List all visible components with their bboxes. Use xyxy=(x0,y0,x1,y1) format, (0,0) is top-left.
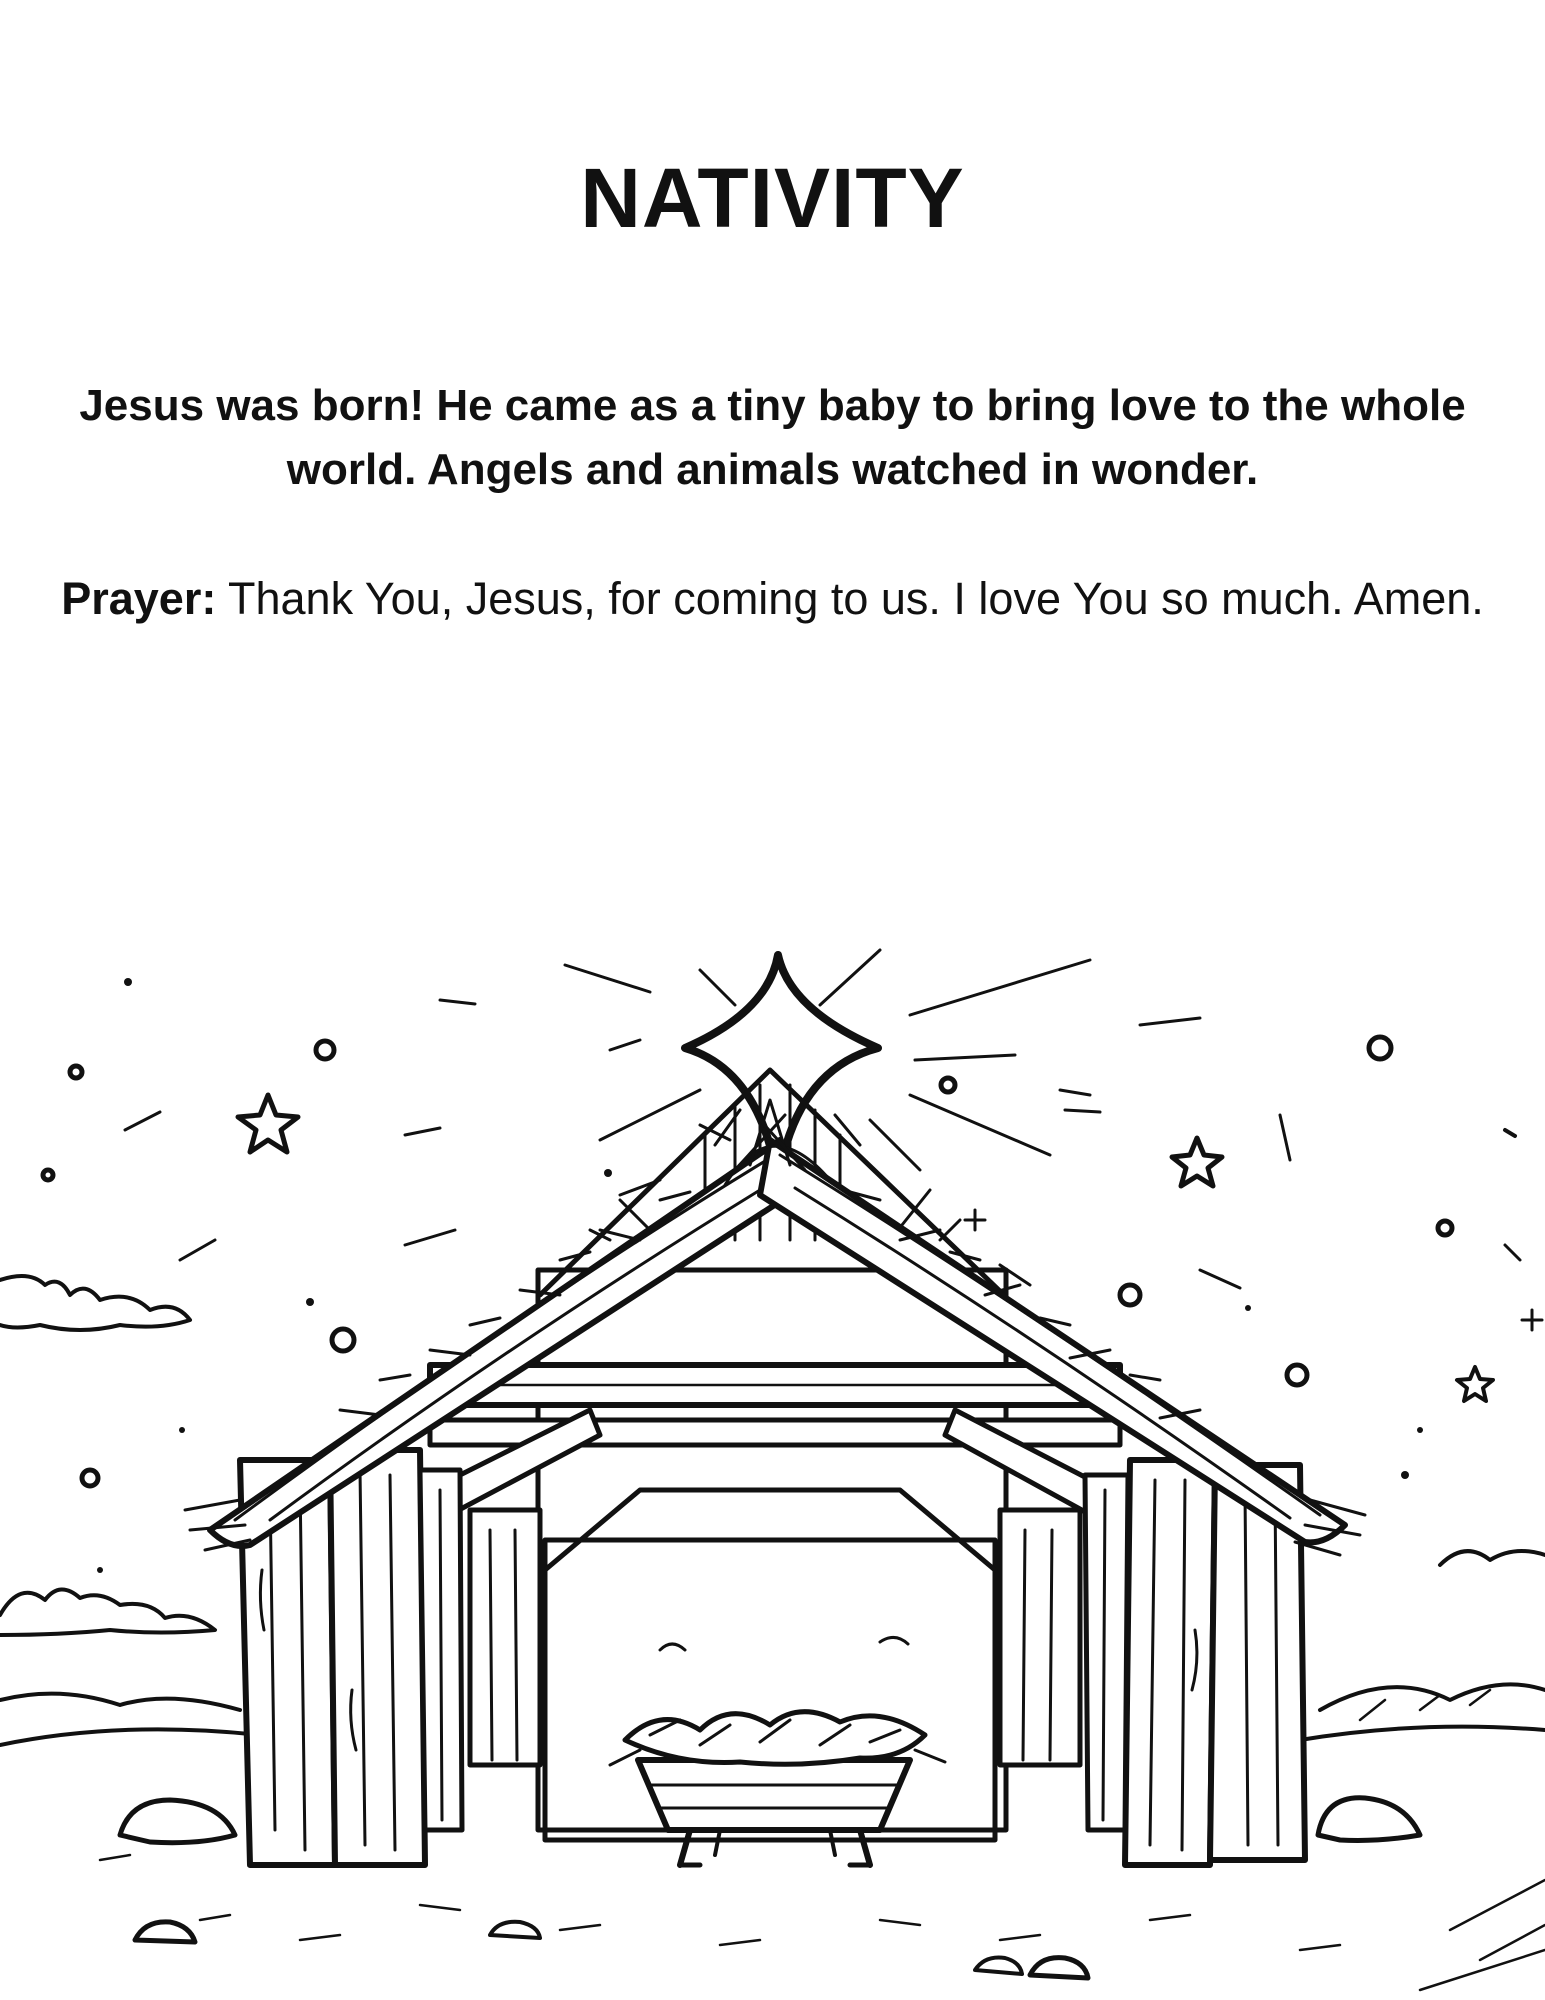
cloud-icon xyxy=(1440,1551,1545,1565)
prayer-text: Thank You, Jesus, for coming to us. I love You so much. Amen. xyxy=(216,573,1484,624)
sparkle-icon xyxy=(1505,1130,1515,1136)
small-star-icon xyxy=(1457,1367,1493,1401)
cloud-icon xyxy=(0,1276,190,1330)
story-text: Jesus was born! He came as a tiny baby to bring love to the whole world. Angels and animals watched in wonder. xyxy=(79,381,1466,494)
small-star-icon xyxy=(238,1095,298,1152)
cloud-icon xyxy=(0,1589,215,1635)
rock-icon xyxy=(975,1958,1022,1975)
rock-icon xyxy=(1318,1798,1420,1841)
rock-icon xyxy=(1030,1958,1088,1978)
rock-icon xyxy=(120,1800,235,1843)
sparkle-icon xyxy=(965,1210,985,1230)
prayer-label: Prayer: xyxy=(61,573,217,624)
nativity-stable-illustration xyxy=(0,930,1545,2000)
page-title: NATIVITY xyxy=(580,151,965,245)
small-star-icon xyxy=(1172,1138,1222,1186)
prayer-paragraph xyxy=(60,566,1485,631)
sparkle-icon xyxy=(1522,1310,1542,1330)
rock-icon xyxy=(135,1922,195,1942)
rock-icon xyxy=(490,1922,540,1938)
